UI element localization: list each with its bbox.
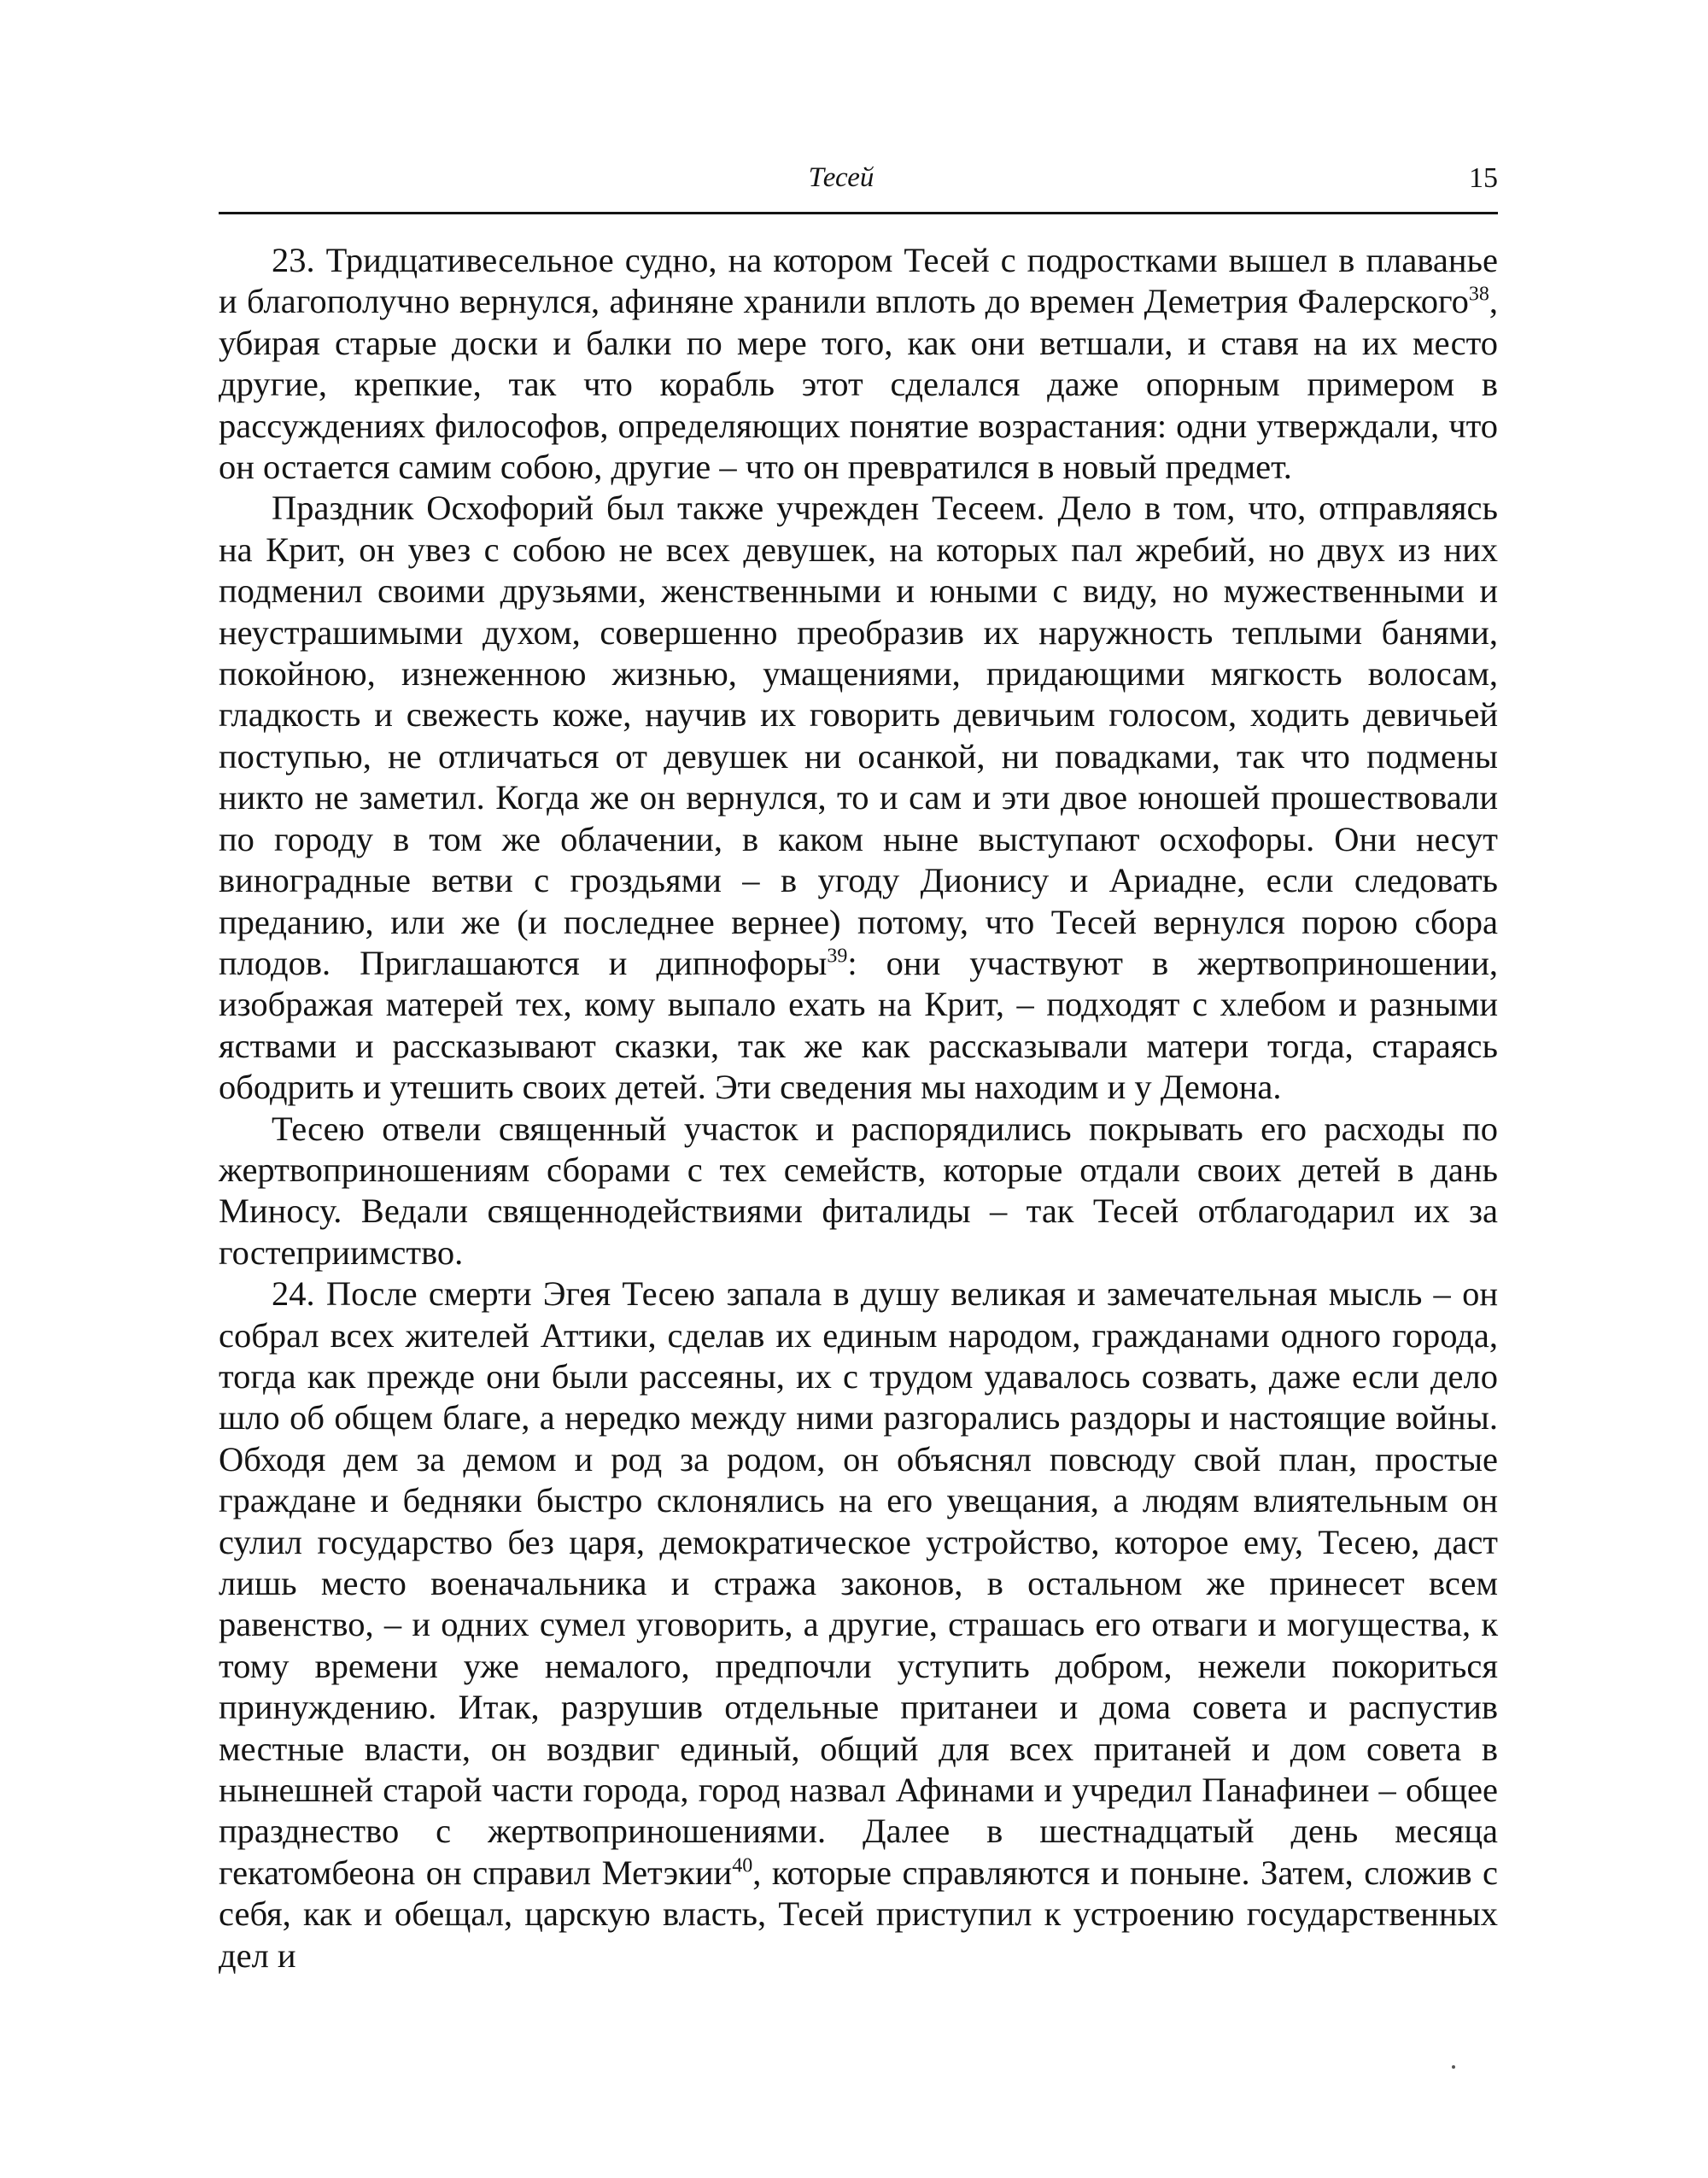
footnote-ref-40: 40 <box>732 1854 753 1877</box>
paragraph-23-text-a: 23. Тридцативесельное судно, на котором Тесей с подростками вышел в плаванье и благополучно вернулся, афиняне хранили вплоть до времен Деметрия Фалерского <box>219 241 1498 321</box>
stray-print-mark <box>1452 2065 1455 2069</box>
paragraph-24 <box>219 1273 1498 1976</box>
paragraph-23 <box>219 240 1498 488</box>
running-head <box>219 159 1498 214</box>
paragraph-23-text-b: , убирая старые доски и балки по мере того, как они ветшали, и ставя на их место другие, крепкие, так что корабль этот сделался даже опорным примером в рассуждениях философов, определяющих понятие возрастания: одни утверждали, что он остается самим собою, другие – что он превратился в новый предмет. <box>219 282 1498 487</box>
paragraph-oschophoria <box>219 488 1498 1108</box>
footnote-ref-38: 38 <box>1468 283 1489 306</box>
paragraph-24-text-a: 24. После смерти Эгея Тесею запала в душу великая и замечательная мысль – он собрал всех жителей Аттики, сделав их единым народом, гражданами одного города, тогда как прежде они были рассеяны, их с трудом удавалось созвать, даже если дело шло об общем благе, а нередко между ними разгорались раздоры и настоящие войны. Обходя дем за демом и род за родом, он объяснял повсюду свой план, простые граждане и бедняки быстро склонялись на его увещания, а людям влиятельным он сулил государство без царя, демократическое устройство, которое ему, Тесею, даст лишь место военачальника и стража законов, в остальном же принесет всем равенство, – и одних сумел уговорить, а другие, страшась его отваги и могущества, к тому времени уже немалого, предпочли уступить добром, нежели покориться принуждению. Итак, разрушив отдельные пританеи и дома совета и распустив местные власти, он воздвиг единый, общий для всех пританей и дом совета в нынешней старой части города, город назвал Афинами и учредил Панафинеи – общее празднество с жертвоприношениями. Далее в шестнадцатый день месяца гекатомбеона он справил Метэкии <box>219 1274 1498 1892</box>
footnote-ref-39: 39 <box>827 945 848 968</box>
running-title: Тесей <box>808 162 874 193</box>
page-number: 15 <box>1469 162 1498 194</box>
paragraph-sacred-precinct: Тесею отвели священный участок и распорядились покрывать его расходы по жертвоприношениям сборами с тех семейств, которые отдали своих детей в дань Миносу. Ведали священнодействиями фиталиды – так Тесей отблагодарил их за гостеприимство. <box>219 1109 1498 1272</box>
body-text <box>219 240 1498 1976</box>
paragraph-oschophoria-text-a: Праздник Осхофорий был также учрежден Тесеем. Дело в том, что, отправляясь на Крит, он увез с собою не всех девушек, на которых пал жребий, но двух из них подменил своими друзьями, женственными и юными с виду, но мужественными и неустрашимыми духом, совершенно преобразив их наружность теплыми банями, покойною, изнеженною жизнью, умащениями, придающими мягкость волосам, гладкость и свежесть коже, научив их говорить девичьим голосом, ходить девичьей поступью, не отличаться от девушек ни осанкой, ни повадками, так что подмены никто не заметил. Когда же он вернулся, то и сам и эти двое юношей прошествовали по городу в том же облачении, в каком ныне выступают осхофоры. Они несут виноградные ветви с гроздьями – в угоду Дионису и Ариадне, если следовать преданию, или же (и последнее вернее) потому, что Тесей вернулся порою сбора плодов. Приглашаются и дипнофоры <box>219 489 1498 982</box>
paragraph-oschophoria-text-b: : они участвуют в жертвоприношении, изображая матерей тех, кому выпало ехать на Крит, – подходят с хлебом и разными яствами и рассказывают сказки, так же как рассказывали матери тогда, стараясь ободрить и утешить своих детей. Эти сведения мы находим и у Демона. <box>219 943 1498 1107</box>
paragraph-24-text-b: , которые справляются и поныне. Затем, сложив с себя, как и обещал, царскую власть, Тесей приступил к устроению государственных дел и <box>219 1853 1498 1975</box>
book-page <box>219 159 1498 1976</box>
